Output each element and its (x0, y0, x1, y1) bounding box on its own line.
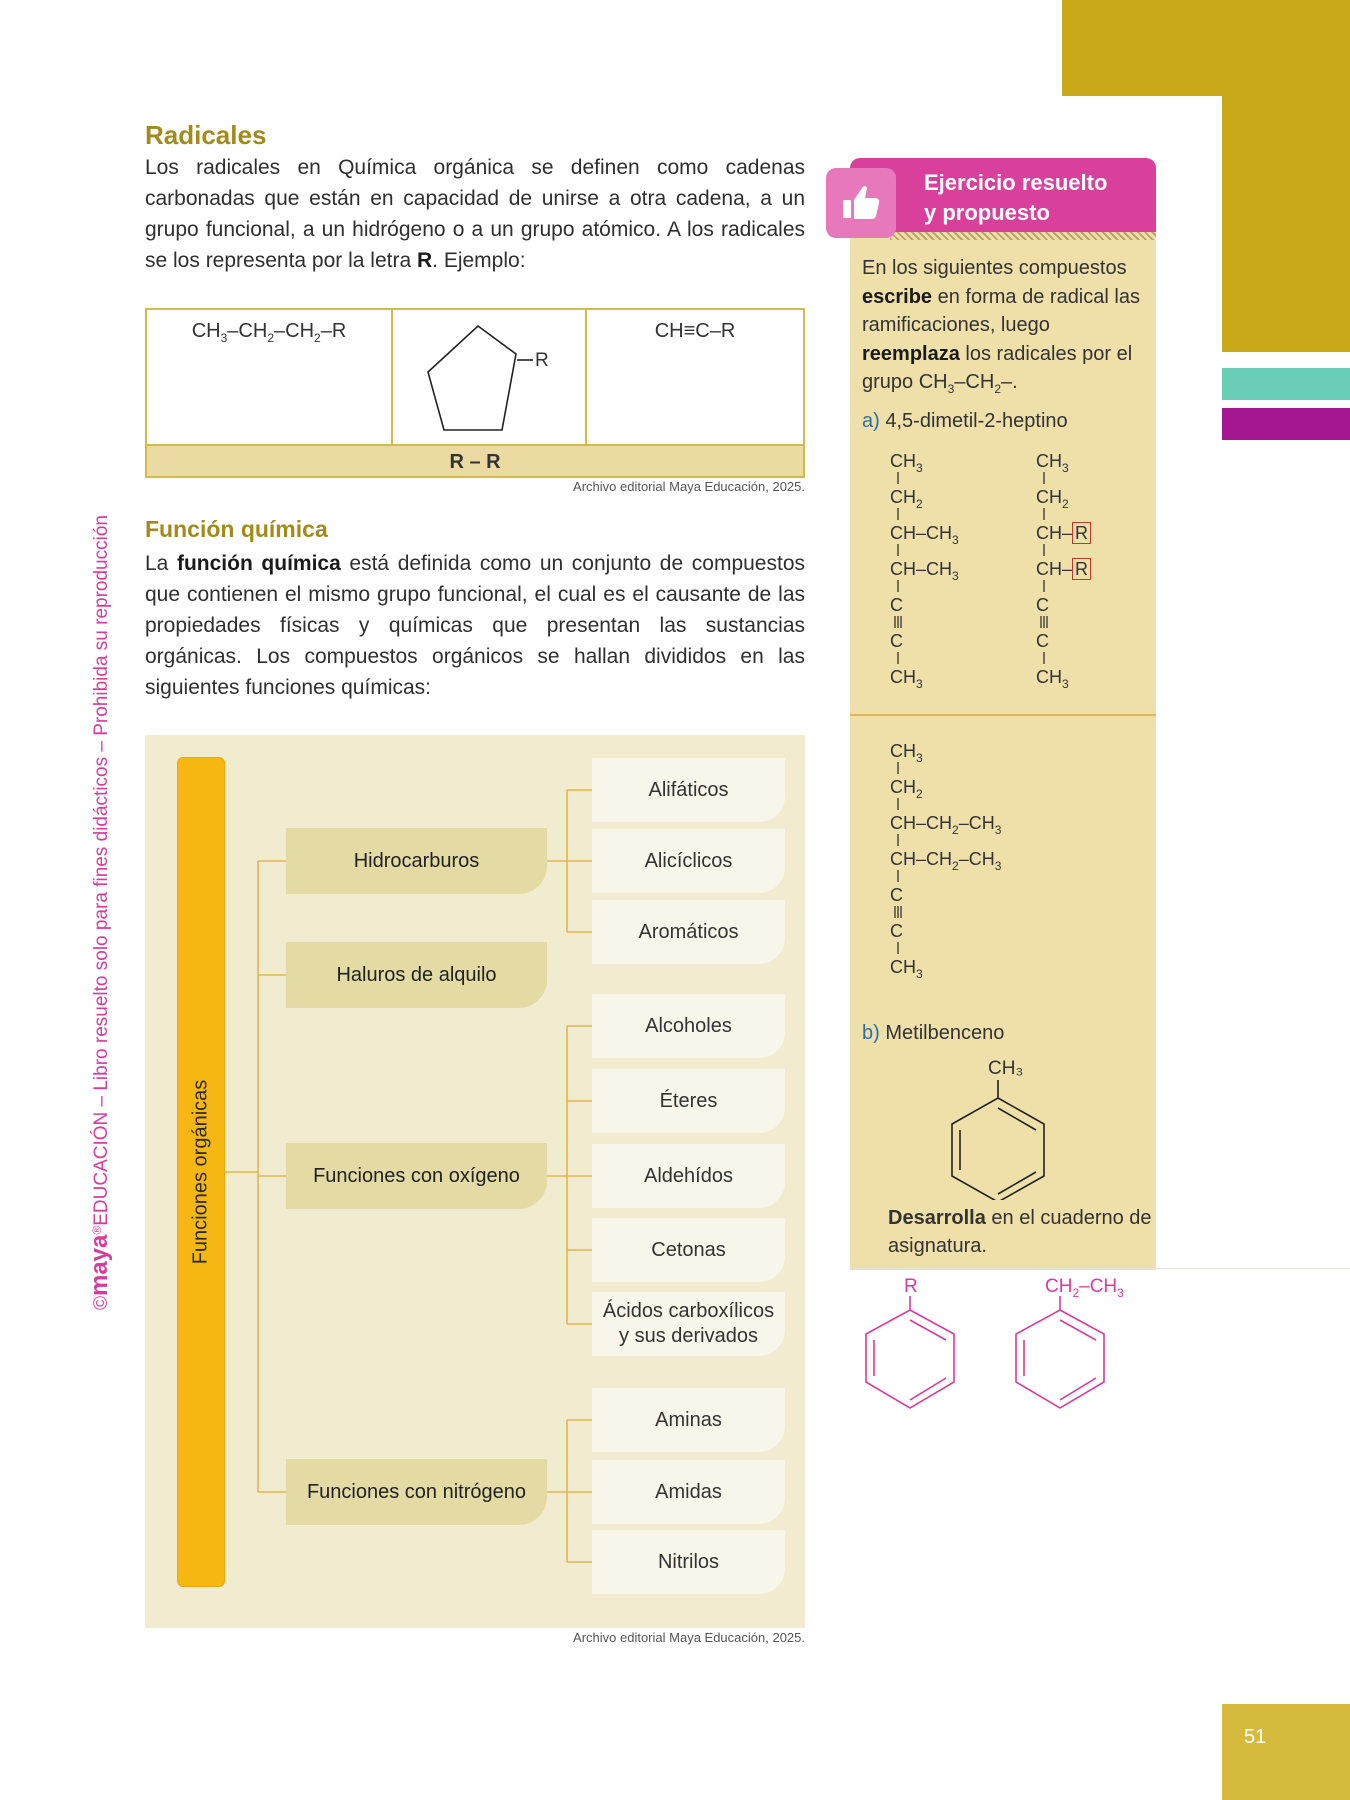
exercise-bottom-line (850, 1268, 1350, 1269)
root-label: Funciones orgánicas (189, 1079, 212, 1265)
formula-part: –R (320, 320, 347, 342)
funcion-text-end: está definida como un conjunto de compuestos que contienen el mismo grupo funcional, el cual es el causante de las propiedades físicas y químicas que presentan las sustancias orgánicas. Los compuestos orgánicos se hallan divididos en las siguientes funciones químicas: (145, 552, 805, 699)
maya-logo: maya (86, 1234, 113, 1296)
leaf-alifaticos: Alifáticos (592, 758, 785, 822)
corner-decoration (1062, 0, 1350, 96)
radical-ethynyl-cell (587, 310, 803, 444)
leaf-aldehidos: Aldehídos (592, 1144, 785, 1208)
radicals-table-footer: R – R (147, 444, 803, 476)
intro-text: en forma de radical las ramificaciones, luego (862, 285, 1140, 336)
leaf-alcoholes: Alcoholes (592, 994, 785, 1058)
teal-stripe (1222, 368, 1350, 400)
leaf-aliciclicos: Alicíclicos (592, 829, 785, 893)
radical-cyclopentyl-cell (393, 310, 587, 444)
exercise-b-letter: b) (862, 1022, 880, 1044)
desarrolla-bold: Desarrolla (888, 1207, 986, 1229)
formula-a-solved: $CH_3$ $CH_2$ $CH-CH_2-CH_3$ $CH-CH_2-CH_3$ C C $CH_3$ (890, 741, 1002, 981)
radicales-heading: Radicales (145, 120, 267, 150)
formula-part: CH (918, 371, 948, 393)
leaf-amidas: Amidas (592, 1460, 785, 1524)
funcion-text: La (145, 552, 177, 575)
exercise-intro (862, 254, 1152, 404)
radicales-text: Los radicales en Química orgánica se definen como cadenas carbonadas que están en capacidad de unirse a otra cadena, a un grupo funcional, a un hidrógeno o a un grupo atómico. A los radicales se los representa por la letra (145, 156, 805, 272)
funcion-quimica-paragraph (145, 548, 805, 703)
registered-symbol: ® (90, 1225, 104, 1235)
formula-part: CH (1045, 1276, 1073, 1297)
exercise-a-letter: a) (862, 410, 880, 432)
diagram-credit: Archivo editorial Maya Educación, 2025. (573, 1630, 805, 1645)
exercise-hatch (890, 232, 1156, 240)
radicals-example-table (145, 308, 805, 478)
formula-sub: 3 (947, 382, 955, 396)
formula-sub: 2 (267, 331, 274, 345)
formula-bonds (880, 452, 1080, 692)
intro-bold: escribe (862, 285, 933, 308)
formula-sub: 3 (1117, 1286, 1124, 1300)
exercise-title (924, 168, 1107, 228)
formula-part: CH (191, 320, 221, 342)
leaf-aromaticos: Aromáticos (592, 900, 785, 964)
formula-sub: 2 (994, 382, 1001, 396)
formula-part: –CH (954, 371, 995, 393)
intro-text: los radicales por el grupo (862, 342, 1133, 393)
intro-text: En los siguientes compuestos (862, 257, 1127, 279)
exercise-b (862, 1022, 1004, 1045)
group-hidrocarburos: Hidrocarburos (286, 828, 547, 894)
intro-bold: reemplaza (862, 342, 960, 365)
leaf-nitrilos: Nitrilos (592, 1530, 785, 1594)
formula-sub: 2 (1072, 1286, 1080, 1300)
copyright-sidebar (86, 515, 114, 1310)
radical-propyl-cell (147, 310, 393, 444)
exercise-b-name: Metilbenceno (885, 1022, 1005, 1044)
formula-part: –. (1001, 371, 1018, 393)
exercise-title-line1: Ejercicio resuelto (924, 170, 1108, 195)
formula-a-original: $CH_3$ $CH_2$ $CH-CH_3$ $CH-CH_3$ C C $CH_3$ (890, 451, 959, 691)
formula-part: –CH (274, 320, 315, 342)
funcion-quimica-heading: Función química (145, 516, 328, 542)
methyl-label: CH₃ (988, 1058, 1024, 1079)
thumbs-up-icon (826, 168, 896, 238)
purple-stripe (1222, 408, 1350, 440)
desarrolla-instruction (888, 1204, 1158, 1260)
group-nitrogeno: Funciones con nitrógeno (286, 1459, 547, 1525)
margin-decoration (1222, 96, 1350, 352)
radicales-text-end: . Ejemplo: (432, 249, 526, 272)
leaf-cetonas: Cetonas (592, 1218, 785, 1282)
exercise-a-name: 4,5-dimetil-2-heptino (885, 410, 1068, 432)
funcion-bold: función química (176, 552, 341, 575)
formula-sub: 2 (314, 331, 321, 345)
leaf-eteres: Éteres (592, 1069, 785, 1133)
pink-benzene-rings (850, 1296, 1150, 1416)
radicales-r-bold: R (416, 249, 433, 272)
cyclopentyl-r-label: R (535, 350, 549, 371)
page-number-text: 51 (1244, 1726, 1267, 1748)
leaf-acidos: Ácidos carboxílicos y sus derivados (592, 1292, 785, 1356)
formula-sub: 3 (220, 331, 228, 345)
image-credit: Archivo editorial Maya Educación, 2025. (573, 479, 805, 494)
page-number (1222, 1704, 1350, 1800)
copyright-symbol: © (91, 1296, 112, 1310)
formula-part: –CH (1079, 1276, 1118, 1297)
copyright-text: EDUCACIÓN – Libro resuelto solo para fines didácticos – Prohibida su reproducción (91, 515, 112, 1226)
group-haluros: Haluros de alquilo (286, 942, 547, 1008)
benzene-ring (940, 1080, 1060, 1200)
exercise-a (862, 410, 1068, 433)
group-oxigeno: Funciones con oxígeno (286, 1143, 547, 1209)
organic-functions-diagram (145, 735, 805, 1628)
formula-solved-bonds (880, 742, 940, 982)
cyclopentane-structure (393, 310, 587, 444)
formula-a-radical: $CH_3$ $CH_2$ CH– R CH– R C C $CH_3$ (1036, 452, 1091, 704)
exercise-divider (850, 714, 1156, 716)
desarrolla-text: en el cuaderno de asignatura. (888, 1207, 1152, 1257)
formula-part: –CH (227, 320, 268, 342)
radical-r-label: R (904, 1276, 918, 1297)
ethynyl-formula: CH≡C–R (654, 320, 736, 342)
radicales-paragraph (145, 152, 805, 276)
exercise-title-line2: y propuesto (924, 200, 1050, 225)
leaf-aminas: Aminas (592, 1388, 785, 1452)
